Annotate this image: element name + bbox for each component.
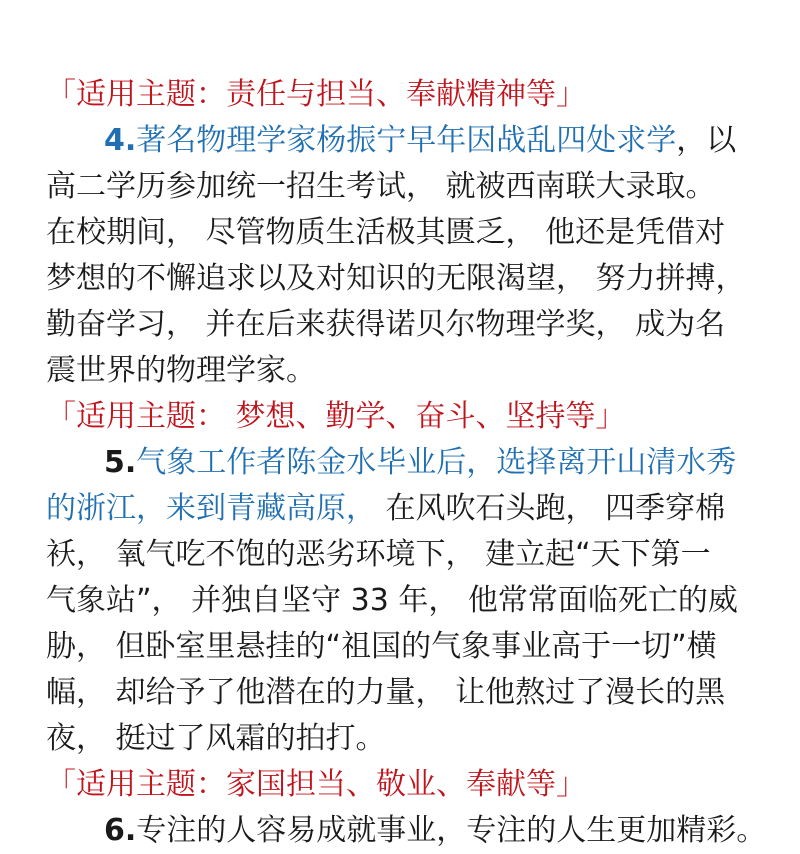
paragraph-5-highlight-1: 气象工作者陈金水毕业后，选择离开山清水秀 [136, 445, 737, 480]
paragraph-5-line-5: 胁， 但卧室里悬挂的“祖国的气象事业高于一切”横 [46, 629, 717, 664]
paragraph-4-line-5: 勤奋学习， 并在后来获得诺贝尔物理学奖， 成为名 [46, 307, 726, 342]
paragraph-5-line-3: 袄， 氧气吃不饱的恶劣环境下， 建立起“天下第一 [46, 537, 711, 572]
paragraph-5-line-1 [104, 440, 736, 486]
paragraph-4-line-6: 震世界的物理学家。 [46, 353, 316, 388]
paragraph-5-line-2 [46, 486, 725, 532]
paragraph-5-line-2-tail: 在风吹石头跑， 四季穿棉 [376, 491, 726, 526]
paragraph-4-line-1-tail: ，以 [676, 123, 737, 158]
paragraph-5-line-7: 夜， 挺过了风霜的拍打。 [46, 721, 386, 756]
item-number-4: 4. [104, 123, 137, 158]
theme-line-1: 「适用主题：责任与担当、奉献精神等」 [46, 77, 586, 112]
paragraph-5-line-6: 幅， 却给予了他潜在的力量， 让他熬过了漫长的黑 [46, 675, 726, 710]
item-number-6: 6. [104, 813, 137, 848]
paragraph-5-highlight-2: 的浙江，来到青藏高原， [46, 491, 376, 526]
paragraph-4-line-2: 高二学历参加统一招生考试， 就被西南联大录取。 [46, 169, 716, 204]
paragraph-5-line-4: 气象站”， 并独自坚守 33 年， 他常常面临死亡的威 [46, 583, 738, 618]
paragraph-4-line-4: 梦想的不懈追求以及对知识的无限渴望， 努力拼搏， [46, 261, 746, 296]
paragraph-4-highlight: 著名物理学家杨振宁早年因战乱四处求学 [136, 123, 677, 158]
paragraph-4-line-1 [104, 118, 736, 164]
theme-line-3: 「适用主题：家国担当、敬业、奉献等」 [46, 767, 586, 802]
paragraph-6-line-1 [104, 808, 766, 854]
paragraph-6-text: 专注的人容易成就事业，专注的人生更加精彩。 [136, 813, 767, 848]
paragraph-4-line-3: 在校期间， 尽管物质生活极其匮乏， 他还是凭借对 [46, 215, 726, 250]
theme-line-2: 「适用主题： 梦想、勤学、奋斗、坚持等」 [46, 399, 626, 434]
item-number-5: 5. [104, 445, 137, 480]
